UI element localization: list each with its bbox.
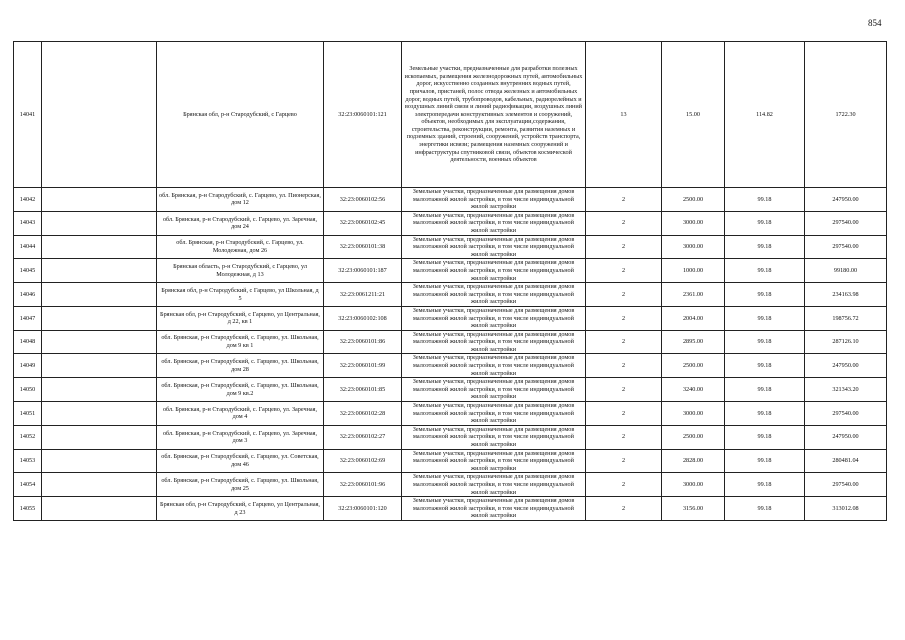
cell-land-use: Земельные участки, предназначенные для размещения домов малоэтажной жилой застройки, в том числе индивидуальной жилой застройки [402,188,586,212]
cell-cadastral-number: 32:23:0060101:38 [324,235,402,259]
table-row [14,306,887,330]
cell-land-use: Земельные участки, предназначенные для размещения домов малоэтажной жилой застройки, в том числе индивидуальной жилой застройки [402,306,586,330]
cell-blank [42,330,157,354]
cadastral-value-table [13,41,887,521]
cell-cadastral-number: 32:23:0060102:56 [324,188,402,212]
cell-record-number: 14045 [14,259,42,283]
cell-cadastral-number: 32:23:0060102:27 [324,425,402,449]
cell-cadastral-value: 234163.98 [805,283,887,307]
cell-cadastral-value: 297540.00 [805,473,887,497]
cell-record-number: 14051 [14,402,42,426]
cell-cadastral-value: 1722.30 [805,42,887,188]
cell-specific-value: 99.18 [725,497,805,521]
cell-cadastral-value: 247950.00 [805,354,887,378]
cell-blank [42,449,157,473]
cell-cadastral-number: 32:23:0060101:96 [324,473,402,497]
cell-land-use: Земельные участки, предназначенные для размещения домов малоэтажной жилой застройки, в том числе индивидуальной жилой застройки [402,473,586,497]
cell-area: 3156.00 [662,497,725,521]
cell-land-use: Земельные участки, предназначенные для размещения домов малоэтажной жилой застройки, в том числе индивидуальной жилой застройки [402,283,586,307]
cell-address: Брянская обл, р-н Стародубский, с Гарцево, ул Центральная, д 23 [157,497,324,521]
table-row [14,425,887,449]
cell-blank [42,497,157,521]
cell-address: обл. Брянская, р-н Стародубский, с. Гарцево, ул. Школьная, дом 28 [157,354,324,378]
table-row [14,330,887,354]
cell-address: Брянская обл, р-н Стародубский, с Гарцево, ул Центральная, д 22, кв 1 [157,306,324,330]
cell-record-number: 14046 [14,283,42,307]
cell-address: обл. Брянская, р-н Стародубский, с. Гарцево, ул. Заречная, дом 4 [157,402,324,426]
cell-group: 2 [586,330,662,354]
table-row [14,378,887,402]
cell-blank [42,306,157,330]
cell-blank [42,283,157,307]
cell-address: обл. Брянская, р-н Стародубский, с. Гарцево, ул. Советская, дом 46 [157,449,324,473]
cell-area: 3240.00 [662,378,725,402]
cell-area: 2361.00 [662,283,725,307]
table-row [14,259,887,283]
cell-cadastral-value: 198756.72 [805,306,887,330]
cell-cadastral-number: 32:23:0060101:85 [324,378,402,402]
cell-specific-value: 99.18 [725,354,805,378]
cell-cadastral-value: 321343.20 [805,378,887,402]
cell-blank [42,354,157,378]
cell-specific-value: 99.18 [725,283,805,307]
cell-address: Брянская обл, р-н Стародубский, с Гарцево, ул Школьная, д 5 [157,283,324,307]
cell-area: 2500.00 [662,188,725,212]
cell-cadastral-value: 287126.10 [805,330,887,354]
cell-group: 2 [586,473,662,497]
cell-cadastral-number: 32:23:0060102:108 [324,306,402,330]
table-row [14,211,887,235]
cell-blank [42,402,157,426]
cell-group: 2 [586,354,662,378]
cell-land-use: Земельные участки, предназначенные для размещения домов малоэтажной жилой застройки, в том числе индивидуальной жилой застройки [402,497,586,521]
cell-blank [42,473,157,497]
cell-specific-value: 99.18 [725,306,805,330]
cell-record-number: 14044 [14,235,42,259]
cell-address: обл. Брянская, р-н Стародубский, с. Гарцево, ул. Школьная, дом 9 кв.2 [157,378,324,402]
cell-area: 3000.00 [662,235,725,259]
cell-record-number: 14055 [14,497,42,521]
cell-area: 3000.00 [662,473,725,497]
cell-group: 2 [586,449,662,473]
cell-cadastral-number: 32:23:0061211:21 [324,283,402,307]
cell-blank [42,211,157,235]
cell-cadastral-number: 32:23:0060101:187 [324,259,402,283]
table-row [14,473,887,497]
cell-cadastral-number: 32:23:0060101:86 [324,330,402,354]
cell-cadastral-number: 32:23:0060101:121 [324,42,402,188]
cell-area: 2500.00 [662,354,725,378]
cell-group: 2 [586,402,662,426]
cell-land-use: Земельные участки, предназначенные для размещения домов малоэтажной жилой застройки, в том числе индивидуальной жилой застройки [402,211,586,235]
cell-group: 2 [586,283,662,307]
cell-land-use: Земельные участки, предназначенные для разработки полезных ископаемых, размещения железнодорожных путей, автомобильных дорог, искусственно созданных внутренних водных путей, причалов, пристаней, полос отвода железных и автомобильных дорог, водных путей, трубопроводов, кабельных, радиорелейных и воздушных линий связи и линий радиофикации, воздушных линий электропередачи конструктивных элементов и сооружений, объектов, необходимых для эксплуатации,содержания, строительства, реконструкции, ремонта, развития наземных и подземных зданий, строений, сооружений, устройств транспорта, энергетики исвязи; размещения наземных сооружений и инфраструктуры спутниковой связи, объектов космической деятельности, военных объектов [402,42,586,188]
cell-specific-value: 99.18 [725,235,805,259]
cell-address: Брянская область, р-н Стародубский, с Гарцево, ул Молодежная, д 13 [157,259,324,283]
cell-cadastral-number: 32:23:0060102:69 [324,449,402,473]
cell-record-number: 14052 [14,425,42,449]
cell-cadastral-value: 280481.04 [805,449,887,473]
cell-record-number: 14047 [14,306,42,330]
table-row [14,402,887,426]
cell-specific-value: 114.82 [725,42,805,188]
cell-address: Брянская обл, р-н Стародубский, с Гарцево [157,42,324,188]
cell-cadastral-number: 32:23:0060102:28 [324,402,402,426]
table-row [14,235,887,259]
cell-cadastral-value: 99180.00 [805,259,887,283]
cell-blank [42,42,157,188]
cell-cadastral-number: 32:23:0060101:120 [324,497,402,521]
cell-specific-value: 99.18 [725,188,805,212]
cell-area: 1000.00 [662,259,725,283]
cell-specific-value: 99.18 [725,330,805,354]
cell-area: 15.00 [662,42,725,188]
cell-address: обл. Брянская, р-н Стародубский, с. Гарцево, ул. Школьная, дом 9 кв 1 [157,330,324,354]
cell-blank [42,259,157,283]
cell-land-use: Земельные участки, предназначенные для размещения домов малоэтажной жилой застройки, в том числе индивидуальной жилой застройки [402,354,586,378]
cell-land-use: Земельные участки, предназначенные для размещения домов малоэтажной жилой застройки, в том числе индивидуальной жилой застройки [402,330,586,354]
cell-address: обл. Брянская, р-н Стародубский, с. Гарцево, ул. Заречная, дом 24 [157,211,324,235]
cell-cadastral-number: 32:23:0060101:99 [324,354,402,378]
cell-area: 2895.00 [662,330,725,354]
cell-land-use: Земельные участки, предназначенные для размещения домов малоэтажной жилой застройки, в том числе индивидуальной жилой застройки [402,259,586,283]
table-row [14,283,887,307]
cell-land-use: Земельные участки, предназначенные для размещения домов малоэтажной жилой застройки, в том числе индивидуальной жилой застройки [402,235,586,259]
cell-area: 2004.00 [662,306,725,330]
cell-cadastral-value: 297540.00 [805,235,887,259]
cell-specific-value: 99.18 [725,473,805,497]
cell-land-use: Земельные участки, предназначенные для размещения домов малоэтажной жилой застройки, в том числе индивидуальной жилой застройки [402,449,586,473]
cell-cadastral-value: 247950.00 [805,188,887,212]
cell-cadastral-number: 32:23:0060102:45 [324,211,402,235]
cell-address: обл. Брянская, р-н Стародубский, с. Гарцево, ул. Пионерская, дом 12 [157,188,324,212]
cell-group: 2 [586,306,662,330]
cell-land-use: Земельные участки, предназначенные для размещения домов малоэтажной жилой застройки, в том числе индивидуальной жилой застройки [402,402,586,426]
cell-cadastral-value: 313012.08 [805,497,887,521]
cell-record-number: 14050 [14,378,42,402]
cell-record-number: 14041 [14,42,42,188]
table-row [14,188,887,212]
cell-address: обл. Брянская, р-н Стародубский, с. Гарцево, ул. Школьная, дом 25 [157,473,324,497]
cell-group: 13 [586,42,662,188]
cell-specific-value: 99.18 [725,449,805,473]
cell-record-number: 14043 [14,211,42,235]
cell-group: 2 [586,235,662,259]
table-row [14,42,887,188]
cell-area: 3000.00 [662,402,725,426]
cell-area: 2500.00 [662,425,725,449]
cell-address: обл. Брянская, р-н Стародубский, с. Гарцево, ул. Молодежная, дом 26 [157,235,324,259]
table-row [14,449,887,473]
cell-group: 2 [586,188,662,212]
cell-record-number: 14054 [14,473,42,497]
cell-record-number: 14053 [14,449,42,473]
cell-land-use: Земельные участки, предназначенные для размещения домов малоэтажной жилой застройки, в том числе индивидуальной жилой застройки [402,378,586,402]
cell-group: 2 [586,425,662,449]
cell-record-number: 14048 [14,330,42,354]
cell-specific-value: 99.18 [725,402,805,426]
cell-group: 2 [586,211,662,235]
cell-cadastral-value: 297540.00 [805,402,887,426]
cell-blank [42,378,157,402]
cell-record-number: 14049 [14,354,42,378]
cell-blank [42,425,157,449]
cell-specific-value: 99.18 [725,211,805,235]
cell-specific-value: 99.18 [725,259,805,283]
cell-cadastral-value: 297540.00 [805,211,887,235]
cell-cadastral-value: 247950.00 [805,425,887,449]
cell-blank [42,188,157,212]
table-row [14,497,887,521]
cell-area: 2828.00 [662,449,725,473]
cell-group: 2 [586,259,662,283]
cell-address: обл. Брянская, р-н Стародубский, с. Гарцево, ул. Заречная, дом 3 [157,425,324,449]
cell-blank [42,235,157,259]
table-row [14,354,887,378]
cell-area: 3000.00 [662,211,725,235]
cell-record-number: 14042 [14,188,42,212]
page-number: 854 [868,18,882,28]
cell-group: 2 [586,497,662,521]
cell-specific-value: 99.18 [725,425,805,449]
cell-group: 2 [586,378,662,402]
cell-specific-value: 99.18 [725,378,805,402]
cell-land-use: Земельные участки, предназначенные для размещения домов малоэтажной жилой застройки, в том числе индивидуальной жилой застройки [402,425,586,449]
